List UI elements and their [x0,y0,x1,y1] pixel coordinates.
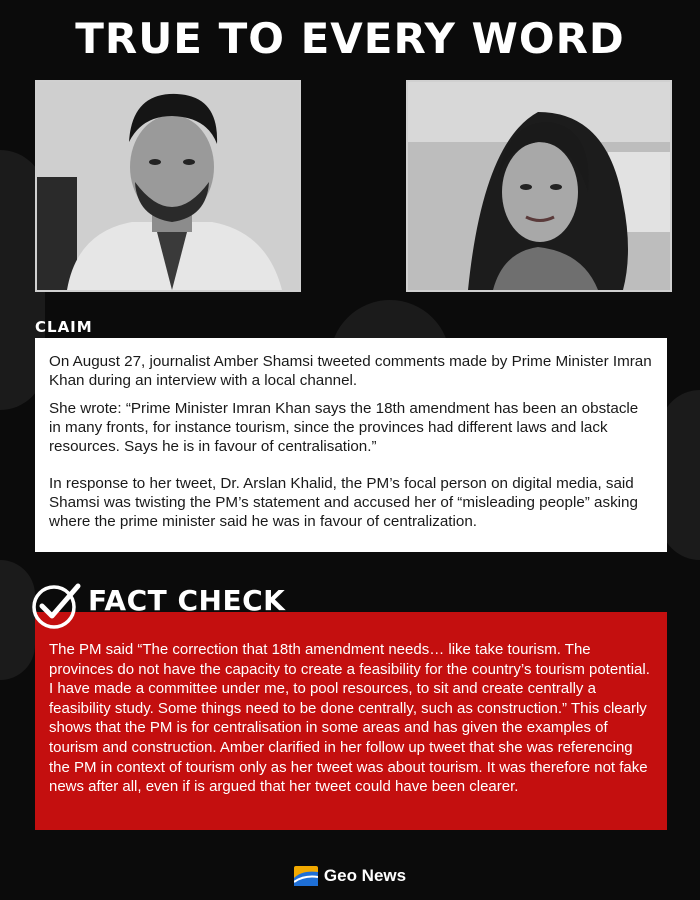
brand-name: Geo News [323,866,407,885]
fact-check-text: The PM said “The correction that 18th amendment needs… like take tourism. The provinces do not have the capacity to create a feasibility for the country’s tourism potential. I have made a committee under me, to pool resources, to sit and create centrally a feasibility study. Some things need to be done centrally, such as construction.” This clearly shows that the PM is for centralisation in some areas and has given the examples of tourism and construction. Amber clarified in her follow up tweet that she was referencing the PM in context of tourism only as her tweet was about tourism. It was therefore not fake news after all, even if is argued that her tweet could have been clearer. [49,641,650,796]
claim-paragraph: In response to her tweet, Dr. Arslan Khalid, the PM’s focal person on digital media, said Shamsi was twisting the PM’s statement and accused her of “misleading people” asking where the prime minister said he was in favour of centralization. [49,475,638,530]
fact-check-box [35,612,667,830]
page-title: TRUE TO EVERY WORD [75,14,625,63]
checkmark-circle-icon [30,582,82,630]
photo-man [35,80,301,292]
claim-label: CLAIM [35,318,93,336]
geo-news-logo-icon [294,866,318,886]
fact-check-header [30,582,430,630]
claim-paragraph: On August 27, journalist Amber Shamsi tweeted comments made by Prime Minister Imran Khan during an interview with a local channel. [49,353,652,389]
footer [0,866,700,891]
photo-woman [406,80,672,292]
claim-box [35,338,667,552]
fact-check-title: FACT CHECK [88,584,286,617]
claim-paragraph: She wrote: “Prime Minister Imran Khan says the 18th amendment has been an obstacle in many fronts, for instance tourism, since the provinces had different laws and lack resources. Says he is in favour of centralisation.” [49,400,639,455]
